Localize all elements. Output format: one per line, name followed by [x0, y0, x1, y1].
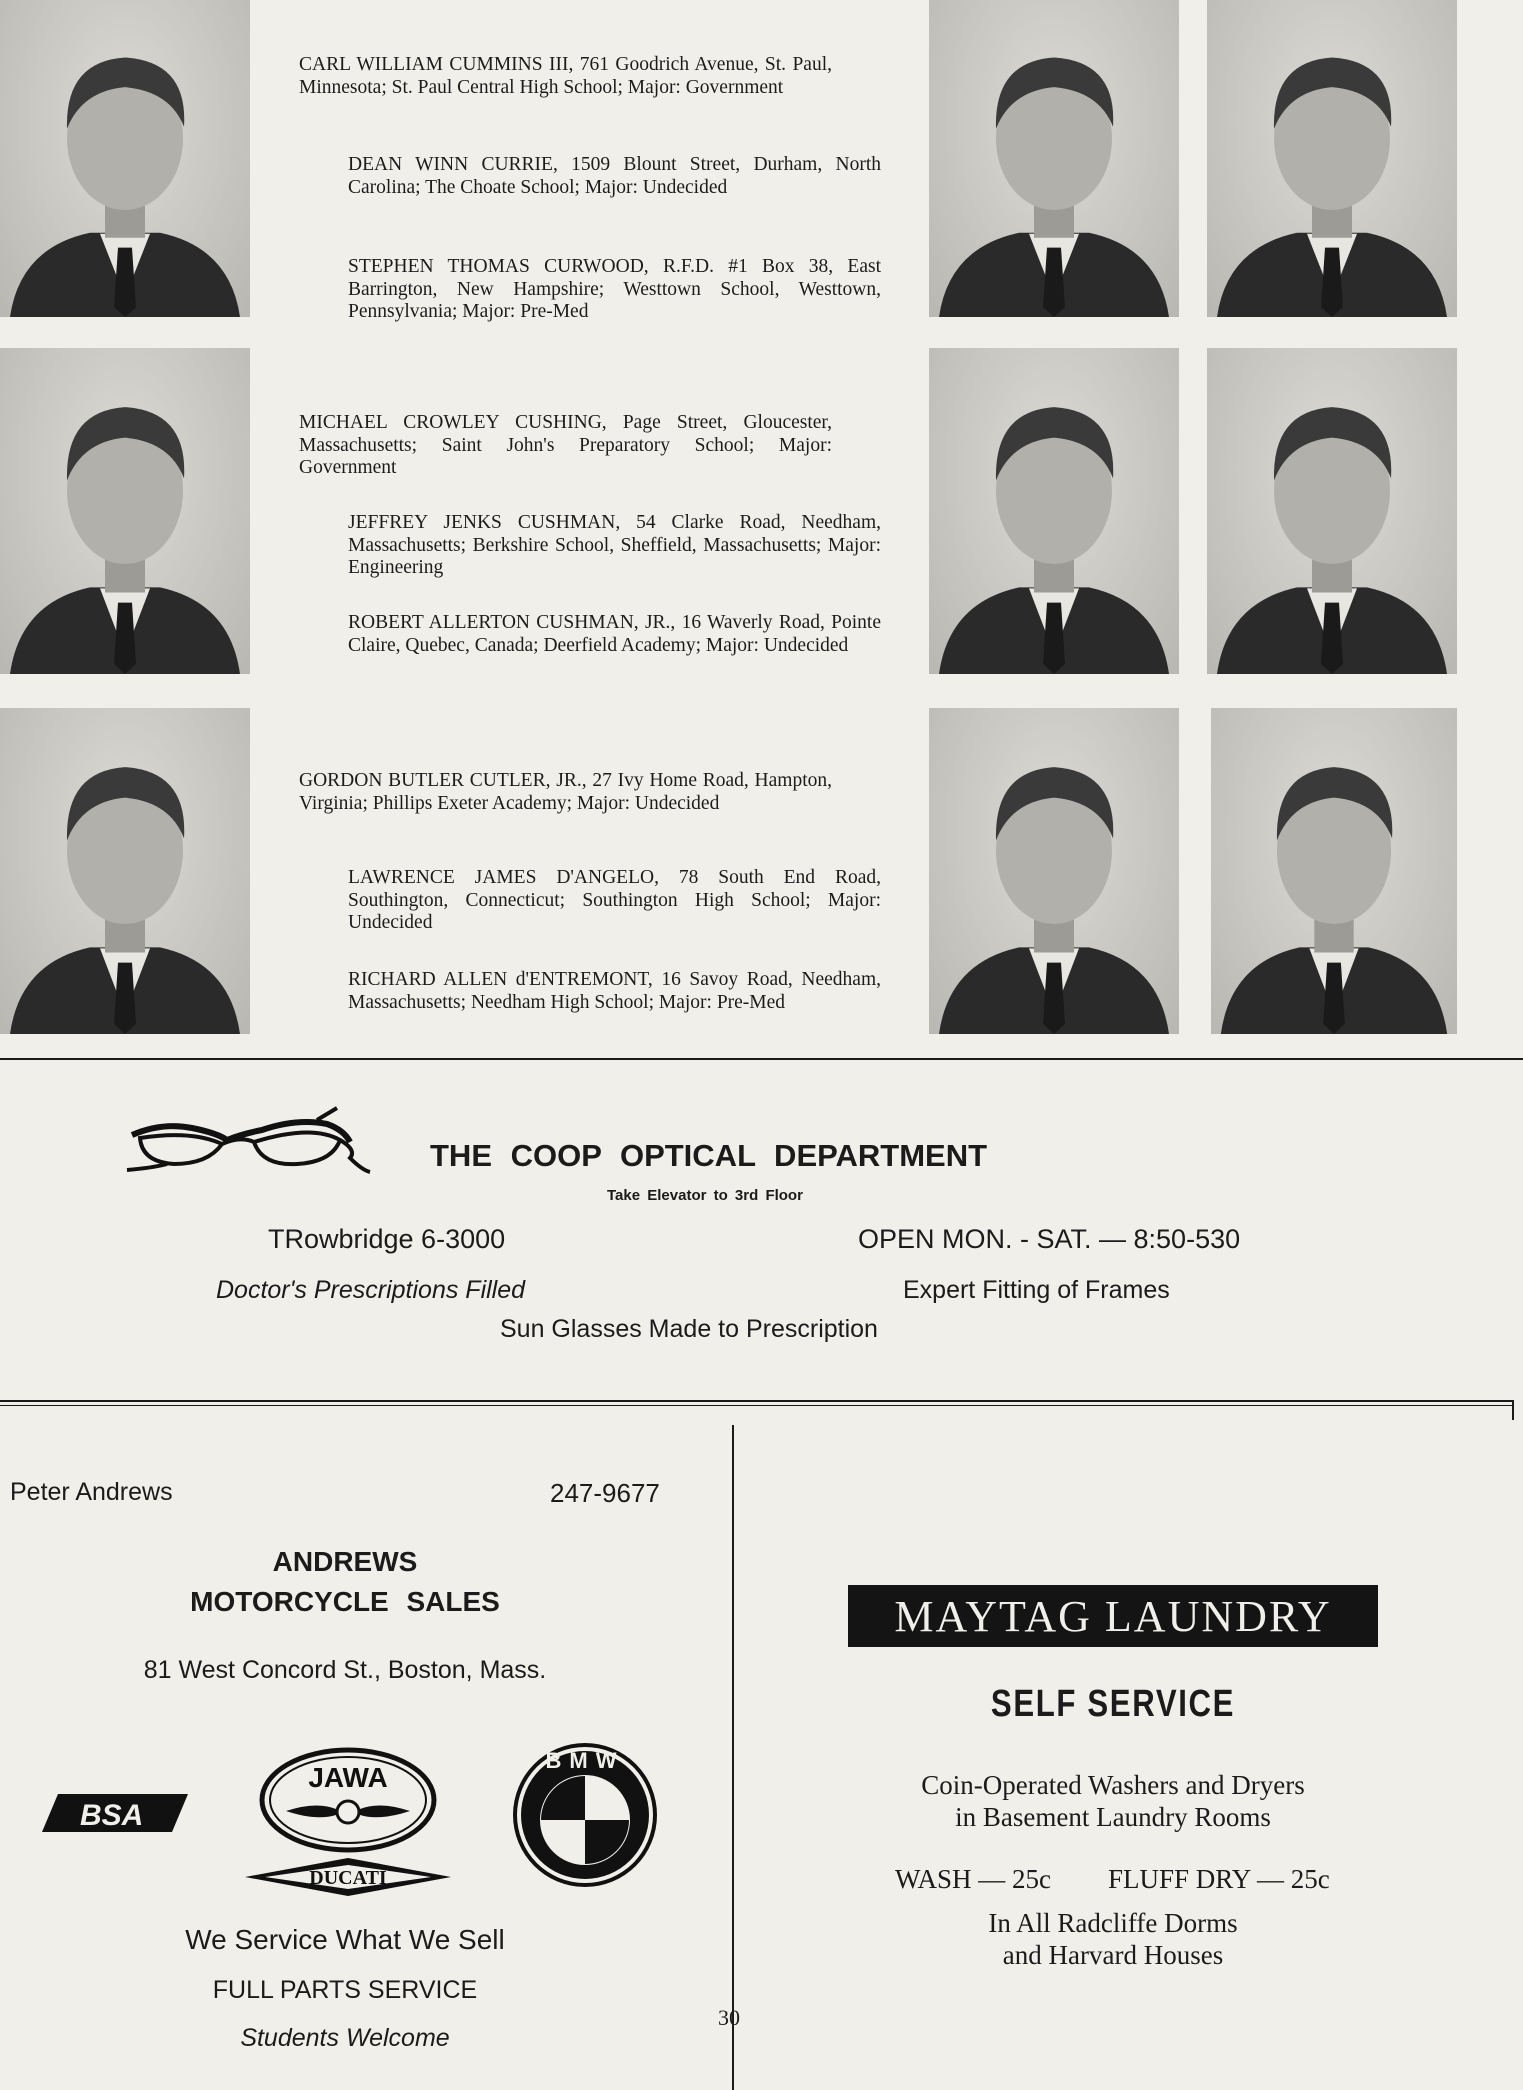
bsa-logo [40, 1788, 190, 1838]
jawa-logo-text: JAWA [308, 1762, 388, 1793]
portrait-photo [929, 0, 1179, 317]
bsa-logo-text: BSA [80, 1799, 144, 1832]
portrait-photo [0, 708, 250, 1034]
dealer-name: ANDREWS [272, 1546, 418, 1577]
laundry-location: In All Radcliffe Dorms [988, 1908, 1238, 1938]
student-bio: CARL WILLIAM CUMMINS III, 761 Goodrich Avenue, St. Paul, Minnesota; St. Paul Central High School; Major: Government [299, 54, 832, 98]
laundry-location: and Harvard Houses [1002, 1940, 1224, 1970]
optical-ad-sunglasses: Sun Glasses Made to Prescription [500, 1315, 878, 1343]
student-bio: MICHAEL CROWLEY CUSHING, Page Street, Gloucester, Massachusetts; Saint John's Preparatory School; Major: Government [299, 412, 832, 478]
section-divider [0, 1058, 1523, 1060]
ad-column-divider [732, 1425, 734, 2090]
portrait-photo [1207, 348, 1457, 674]
wash-price: WASH — 25c [895, 1864, 1051, 1894]
eyeglasses-icon [122, 1100, 372, 1180]
portrait-silhouette [1207, 0, 1457, 317]
ducati-logo-text: DUCATI [309, 1867, 387, 1889]
student-bio: STEPHEN THOMAS CURWOOD, R.F.D. #1 Box 38, East Barrington, New Hampshire; Westtown School, Westtown, Pennsylvania; Major: Pre-Med [348, 256, 881, 322]
dry-price: FLUFF DRY — 25c [1108, 1864, 1330, 1894]
portrait-photo [1211, 708, 1457, 1034]
optical-ad-phone: TRowbridge 6-3000 [268, 1224, 506, 1254]
optical-ad-title: THE COOP OPTICAL DEPARTMENT [430, 1138, 988, 1173]
service-tagline: We Service What We Sell [185, 1924, 505, 1955]
portrait-silhouette [0, 348, 250, 674]
portrait-silhouette [0, 708, 250, 1034]
page-number: 30 [718, 2005, 740, 2030]
laundry-description: Coin-Operated Washers and Dryers [921, 1770, 1305, 1800]
contact-name: Peter Andrews [10, 1478, 173, 1506]
laundry-banner-text: MAYTAG LAUNDRY [894, 1592, 1332, 1641]
student-bio: GORDON BUTLER CUTLER, JR., 27 Ivy Home Road, Hampton, Virginia; Phillips Exeter Academy; Major: Undecided [299, 770, 832, 814]
portrait-photo [929, 348, 1179, 674]
portrait-silhouette [929, 708, 1179, 1034]
portrait-photo [929, 708, 1179, 1034]
optical-ad-hours: OPEN MON. - SAT. — 8:50-530 [858, 1224, 1241, 1254]
student-bio: DEAN WINN CURRIE, 1509 Blount Street, Durham, North Carolina; The Choate School; Major: Undecided [348, 154, 881, 198]
portrait-silhouette [1207, 348, 1457, 674]
optical-ad-fitting: Expert Fitting of Frames [903, 1276, 1170, 1304]
parts-service: FULL PARTS SERVICE [212, 1976, 478, 2004]
ducati-logo [243, 1855, 453, 1899]
portrait-silhouette [929, 0, 1179, 317]
self-service: SELF SERVICE [990, 1683, 1236, 1725]
students-welcome: Students Welcome [240, 2024, 450, 2052]
laundry-description: in Basement Laundry Rooms [955, 1802, 1271, 1832]
section-divider [1512, 1400, 1514, 1420]
optical-ad-subtitle: Take Elevator to 3rd Floor [607, 1187, 803, 1204]
dealer-address: 81 West Concord St., Boston, Mass. [143, 1656, 547, 1684]
section-divider [0, 1400, 1512, 1402]
portrait-silhouette [1211, 708, 1457, 1034]
dealer-name: MOTORCYCLE SALES [190, 1586, 500, 1617]
student-bio: LAWRENCE JAMES D'ANGELO, 78 South End Road, Southington, Connecticut; Southington High School; Major: Undecided [348, 867, 881, 933]
portrait-silhouette [0, 0, 250, 317]
student-bio: ROBERT ALLERTON CUSHMAN, JR., 16 Waverly Road, Pointe Claire, Quebec, Canada; Deerfield Academy; Major: Undecided [348, 612, 881, 656]
student-bio: RICHARD ALLEN d'ENTREMONT, 16 Savoy Road, Needham, Massachusetts; Needham High School; Major: Pre-Med [348, 969, 881, 1013]
bmw-logo-text: BMW [545, 1748, 625, 1773]
student-bio: JEFFREY JENKS CUSHMAN, 54 Clarke Road, Needham, Massachusetts; Berkshire School, Sheffield, Massachusetts; Major: Engineering [348, 512, 881, 578]
optical-ad-prescriptions: Doctor's Prescriptions Filled [216, 1276, 526, 1304]
portrait-silhouette [929, 348, 1179, 674]
section-divider [0, 1405, 1512, 1406]
contact-phone: 247-9677 [550, 1478, 660, 1508]
jawa-logo [258, 1745, 438, 1855]
portrait-photo [0, 0, 250, 317]
portrait-photo [1207, 0, 1457, 317]
bmw-logo [510, 1740, 660, 1890]
portrait-photo [0, 348, 250, 674]
